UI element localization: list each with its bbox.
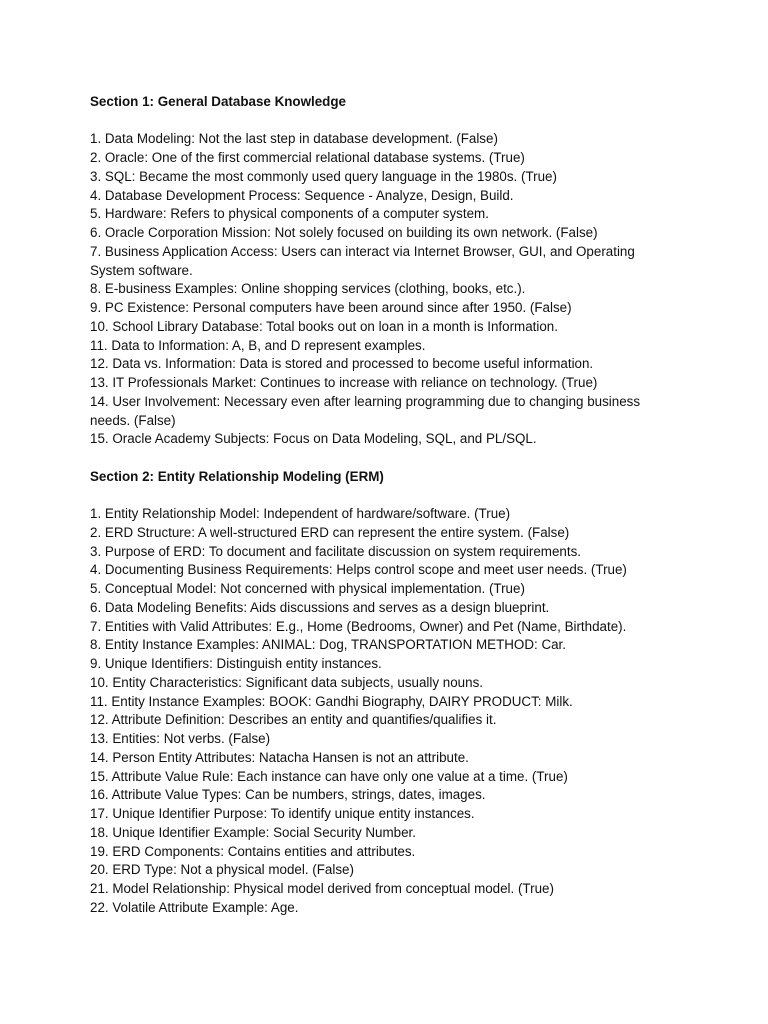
list-item: 12. Data vs. Information: Data is stored and processed to become useful information. (90, 356, 594, 372)
section-spacer (90, 449, 678, 468)
list-item: 6. Oracle Corporation Mission: Not solely focused on building its own network. (False) (90, 225, 598, 241)
list-item: 1. Data Modeling: Not the last step in database development. (False) (90, 131, 498, 147)
list-item: 2. Oracle: One of the first commercial relational database systems. (True) (90, 150, 525, 166)
list-item: 16. Attribute Value Types: Can be numbers, strings, dates, images. (90, 787, 486, 803)
list-item: 13. Entities: Not verbs. (False) (90, 731, 271, 747)
list-item: 2. ERD Structure: A well-structured ERD can represent the entire system. (False) (90, 524, 570, 540)
list-item: 11. Data to Information: A, B, and D represent examples. (90, 337, 426, 353)
list-item: 3. SQL: Became the most commonly used query language in the 1980s. (True) (90, 168, 557, 184)
list-item: 4. Documenting Business Requirements: Helps control scope and meet user needs. (True) (90, 562, 627, 578)
list-item: 13. IT Professionals Market: Continues to increase with reliance on technology. (True) (90, 375, 598, 391)
list-item: 14. Person Entity Attributes: Natacha Hansen is not an attribute. (90, 749, 469, 765)
list-item: 11. Entity Instance Examples: BOOK: Gandhi Biography, DAIRY PRODUCT: Milk. (90, 693, 573, 709)
section-1-list (90, 130, 678, 449)
list-item: 3. Purpose of ERD: To document and facilitate discussion on system requirements. (90, 543, 581, 559)
list-item: 6. Data Modeling Benefits: Aids discussions and serves as a design blueprint. (90, 599, 550, 615)
list-item: 9. PC Existence: Personal computers have been around since after 1950. (False) (90, 300, 572, 316)
list-item: 8. Entity Instance Examples: ANIMAL: Dog, TRANSPORTATION METHOD: Car. (90, 637, 566, 653)
section-1-heading: Section 1: General Database Knowledge (90, 94, 346, 109)
list-item: 22. Volatile Attribute Example: Age. (90, 899, 299, 915)
list-item: 5. Hardware: Refers to physical components of a computer system. (90, 206, 489, 222)
list-item: 4. Database Development Process: Sequence - Analyze, Design, Build. (90, 187, 514, 203)
list-item: 21. Model Relationship: Physical model derived from conceptual model. (True) (90, 881, 554, 897)
list-item: 10. School Library Database: Total books out on loan in a month is Information. (90, 318, 558, 334)
list-item: 7. Business Application Access: Users can interact via Internet Browser, GUI, and Operating System software. (90, 243, 635, 278)
section-2-heading: Section 2: Entity Relationship Modeling (ERM) (90, 468, 384, 484)
list-item: 5. Conceptual Model: Not concerned with physical implementation. (True) (90, 581, 525, 597)
list-item: 10. Entity Characteristics: Significant data subjects, usually nouns. (90, 674, 483, 690)
list-item: 8. E-business Examples: Online shopping services (clothing, books, etc.). (90, 281, 526, 297)
section-2-list (90, 505, 678, 918)
list-item: 15. Attribute Value Rule: Each instance can have only one value at a time. (True) (90, 768, 568, 784)
list-item: 15. Oracle Academy Subjects: Focus on Data Modeling, SQL, and PL/SQL. (90, 431, 537, 447)
list-item: 20. ERD Type: Not a physical model. (False) (90, 862, 354, 878)
list-item: 12. Attribute Definition: Describes an entity and quantifies/qualifies it. (90, 712, 497, 728)
list-item: 9. Unique Identifiers: Distinguish entity instances. (90, 656, 382, 672)
list-item: 18. Unique Identifier Example: Social Security Number. (90, 824, 416, 840)
list-item: 7. Entities with Valid Attributes: E.g., Home (Bedrooms, Owner) and Pet (Name, Birthdate). (90, 618, 627, 634)
list-item: 19. ERD Components: Contains entities and attributes. (90, 843, 416, 859)
list-item: 14. User Involvement: Necessary even after learning programming due to changing business needs. (False) (90, 393, 641, 428)
list-item: 1. Entity Relationship Model: Independent of hardware/software. (True) (90, 506, 511, 522)
list-item: 17. Unique Identifier Purpose: To identify unique entity instances. (90, 806, 475, 822)
